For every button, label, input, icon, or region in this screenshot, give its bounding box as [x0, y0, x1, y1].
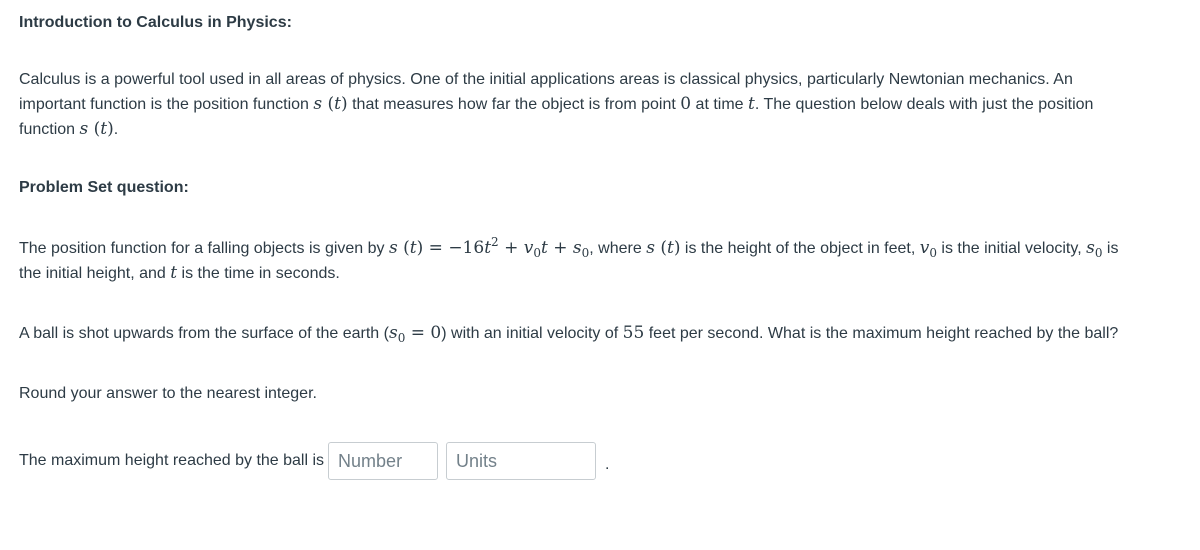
units-input[interactable]: [446, 442, 596, 480]
ball-question: A ball is shot upwards from the surface of the earth $(s_0 = 0)$ with an initial velocity of 55 feet per second. What is the maximum height reached by the ball?: [19, 323, 1119, 345]
intro-heading: Introduction to Calculus in Physics:: [19, 14, 292, 31]
math-zero: 0: [680, 94, 692, 114]
intro-paragraph: [19, 68, 1179, 142]
problem-heading: Problem Set question:: [19, 179, 189, 196]
math-t: t: [748, 94, 755, 114]
math-s: s: [313, 94, 323, 114]
answer-row: [19, 440, 610, 482]
answer-prompt: The maximum height reached by the ball is: [19, 452, 325, 469]
position-function-line-1: The position function for a falling objects is given by s $(t) = -16t^2 + v_0t + s_0$, where s (t) is the height of the object in feet, $v_0$ is the initial velocity, $s_0$ is: [19, 235, 1119, 260]
position-function-line-2: the initial height, and t is the time in seconds.: [19, 263, 340, 283]
answer-period: .: [605, 456, 610, 473]
number-input[interactable]: [328, 442, 438, 480]
rounding-instruction: Round your answer to the nearest integer.: [19, 385, 317, 402]
position-function-paragraph: [19, 236, 1184, 286]
number-placeholder: Number: [338, 450, 403, 471]
intro-line-3: function s (t).: [19, 119, 119, 139]
velocity-value: 55: [622, 323, 645, 343]
intro-line-2: important function is the position function s (t) that measures how far the object is from point 0 at time t. The question below deals with just the position: [19, 94, 1094, 114]
intro-line-1: Calculus is a powerful tool used in all areas of physics. One of the initial applications areas is classical physics, particularly Newtonian mechanics. An: [19, 71, 1073, 88]
units-placeholder: Units: [456, 450, 498, 471]
